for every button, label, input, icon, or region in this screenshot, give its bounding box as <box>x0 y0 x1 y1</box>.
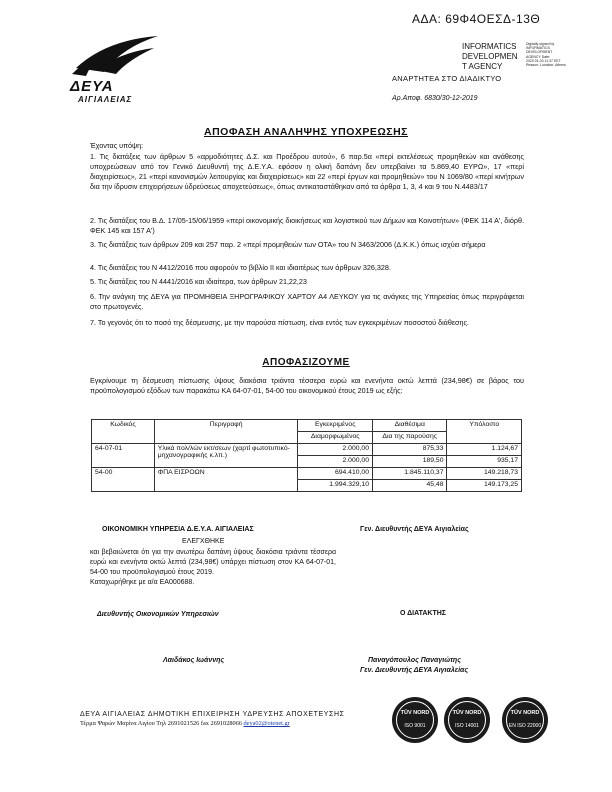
row-remaining: 149.218,73 <box>447 468 522 480</box>
consideration-3: 3. Τις διατάξεις των άρθρων 209 και 257 παρ. 2 «περί προμηθειών των ΟΤΑ» του Ν 3463/2006 (Δ.Κ.Κ.) όπως ισχύει σήμερα <box>90 240 486 249</box>
header-approved: Εγκεκριμένος <box>298 420 373 432</box>
row-formed: 1.994.329,10 <box>298 480 373 492</box>
consideration-2: 2. Τις διατάξεις του Β.Δ. 17/05-15/06/1959 «περί οικονομικής διοικήσεως και λογιστικού των Δήμων και Κοινοτήτων» (ΦΕΚ 114 Α', διόρθ. ΦΕΚ 145 και 157 Α') <box>90 216 524 235</box>
row-remaining: 1.124,67 <box>447 444 522 456</box>
consideration-4: 4. Τις διατάξεις του Ν 4412/2016 που αφορούν το βιβλίο ΙΙ και ιδιαιτέρως των άρθρων 326,328. <box>90 263 391 272</box>
row-remaining-after: 935,17 <box>447 456 522 468</box>
certification-badge-icon: TÜV NORD ISO 14001 <box>444 697 490 743</box>
decision-text: Εγκρίνουμε τη δέσμευση πίστωσης ύψους διακόσια τριάντα τέσσερα ευρώ και ενενήντα οκτώ λεπτά (234,98€) σε βάρος του προϋπολογισμού εξόδων των παρακάτω ΚΑ 64-07-01, 54-00 του οικονομικού έτους 2019 ως εξής: <box>90 376 524 395</box>
finance-dept-title: ΟΙΚΟΝΟΜΙΚΗ ΥΠΗΡΕΣΙΑ Δ.Ε.Υ.Α. ΑΙΓΙΑΛΕΙΑΣ <box>102 526 254 533</box>
row-code: 54-00 <box>92 468 155 492</box>
general-manager-name: Παναγόπουλος Παναγιώτης <box>368 657 461 664</box>
row-code: 64-07-01 <box>92 444 155 468</box>
row-description: ΦΠΑ ΕΙΣΡΟΩΝ <box>154 468 298 492</box>
header-formed: Διαμορφωμένος <box>298 432 373 444</box>
row-approved: 694.410,00 <box>298 468 373 480</box>
logo-text: ΔΕΥΑ <box>70 78 114 95</box>
row-description: Υλικά πολ/λών εκτ/σεων (χαρτί φωτοτυπικό- μηχανογραφικής κ.λπ.) <box>154 444 298 468</box>
table-row <box>92 468 522 480</box>
consideration-6: 6. Την ανάγκη της ΔΕΥΑ για ΠΡΟΜΗΘΕΙΑ ΞΗΡΟΓΡΑΦΙΚΟΥ ΧΑΡΤΟΥ Α4 ΛΕΥΚΟΥ για τις ανάγκες της Υπηρεσίας όπως περιγράφεται στο πρωτογενές. <box>90 292 524 311</box>
consideration-1: 1. Τις διατάξεις των άρθρων 5 «αρμοδιότητες Δ.Σ. και Προέδρου αυτού», 6 παρ.5α «περί εκτελέσεως προμηθειών και ανάθεσης υποχρεώσεων από τον Γενικό Διευθυντή της Δ.Ε.Υ.Α. εφόσον η ολική δαπάνη δεν υπερβαίνει τα 5.869,40 ΕΥΡΩ», 17 «περί διαχειρίσεως», 21 «περί κανονισμών λειτουργίας και διαχειρίσεως» και 22 «περί έργων και προμηθειών» του Ν 1069/80 «περί κινήτρων δια την ίδρυσιν επιχειρήσεων ύδρεύσεως αποχετεύσεως», όπως αντικαταστάθηκαν από τα άρθρα 1, 3, 4 και 9 του Ν.4483/17 <box>90 152 524 191</box>
header-available: Διαθέσιμα <box>372 420 447 432</box>
consideration-7: 7. Το γεγονός ότι το ποσό της δέσμευσης, με την παρούσα πίστωση, είναι εντός των εγκεκριμένων ποσοστού διάθεσης. <box>90 318 469 327</box>
digital-signature-details: Digitally signed by INFORMATICS DEVELOPMENT AGENCY Date: 2020.01.03 11:37 EET Reason: Location: Athens <box>526 42 566 68</box>
table-row <box>92 444 522 456</box>
certification-badge-icon: TÜV NORD ISO 9001 <box>392 697 438 743</box>
ada-code: ΑΔΑ: 69Φ4ΟΕΣΔ-13Θ <box>412 12 541 26</box>
header-description: Περιγραφή <box>154 420 298 444</box>
header-code: Κωδικός <box>92 420 155 444</box>
finance-director-name: Λαιδάκος Ιωάννης <box>163 657 225 664</box>
intro-text: Έχοντας υπόψη: <box>90 141 144 150</box>
row-available: 1.845.110,37 <box>372 468 447 480</box>
checked-label: ΕΛΕΓΧΘΗΚΕ <box>182 538 225 545</box>
general-manager-role: Γεν. Διευθυντής ΔΕΥΑ Αιγιαλείας <box>360 667 469 674</box>
finance-director-label: Διευθυντής Οικονομικών Υπηρεσιών <box>97 611 219 618</box>
general-manager-title: Γεν. Διευθυντής ΔΕΥΑ Αιγιαλείας <box>360 526 469 533</box>
header-remaining: Υπόλοιπο <box>447 420 522 444</box>
posting-notice: ΑΝΑΡΤΗΤΕΑ ΣΤΟ ΔΙΑΔΙΚΤΥΟ <box>392 74 502 83</box>
logo-subtext: ΑΙΓΙΑΛΕΙΑΣ <box>78 95 133 104</box>
row-available: 875,33 <box>372 444 447 456</box>
document-title: ΑΠΟΦΑΣΗ ΑΝΑΛΗΨΗΣ ΥΠΟΧΡΕΩΣΗΣ <box>204 126 408 138</box>
consideration-5: 5. Τις διατάξεις του Ν 4441/2016 και ιδιαίτερα, των άρθρων 21,22,23 <box>90 277 307 286</box>
digital-signature-name: INFORMATICS DEVELOPMEN T AGENCY <box>462 42 518 71</box>
row-this: 45,48 <box>372 480 447 492</box>
table-header-row <box>92 420 522 432</box>
budget-table <box>91 419 522 492</box>
row-this: 189,50 <box>372 456 447 468</box>
protocol-number: Αρ.Αποφ. 6830/30-12-2019 <box>392 95 478 102</box>
header-available-sub: Δια της παρούσης <box>372 432 447 444</box>
row-approved: 2.000,00 <box>298 444 373 456</box>
decision-heading: ΑΠΟΦΑΣΙΖΟΥΜΕ <box>262 357 350 368</box>
finance-certification: και βεβαιώνεται ότι για την ανωτέρω δαπάνη ύψους διακόσια τριάντα τέσσερα ευρώ και ενενήντα οκτώ λεπτά (234,98€) υπάρχει πίστωση στον ΚΑ 64-07-01, 54-00 του προϋπολογισμού έτους 2019. Καταχωρήθηκε με α/α ΕΑ000688. <box>90 549 336 586</box>
row-formed: 2.000,00 <box>298 456 373 468</box>
authorizer-label: Ο ΔΙΑΤΑΚΤΗΣ <box>400 610 446 617</box>
row-remaining-after: 149.173,25 <box>447 480 522 492</box>
footer-organization: ΔΕΥΑ ΑΙΓΙΑΛΕΙΑΣ ΔΗΜΟΤΙΚΗ ΕΠΙΧΕΙΡΗΣΗ ΥΔΡΕΥΣΗΣ ΑΠΟΧΕΤΕΥΣΗΣ <box>80 711 345 718</box>
footer-contact: Τέρμα Ψαρών Μαρίνα Αιγίου Τηλ 2691021526 fax 2691028066 deya02@otenet.gr <box>80 720 290 727</box>
certification-badge-icon: TÜV NORD EN ISO 22000 <box>502 697 548 743</box>
footer-email-link[interactable]: deya02@otenet.gr <box>243 720 290 727</box>
